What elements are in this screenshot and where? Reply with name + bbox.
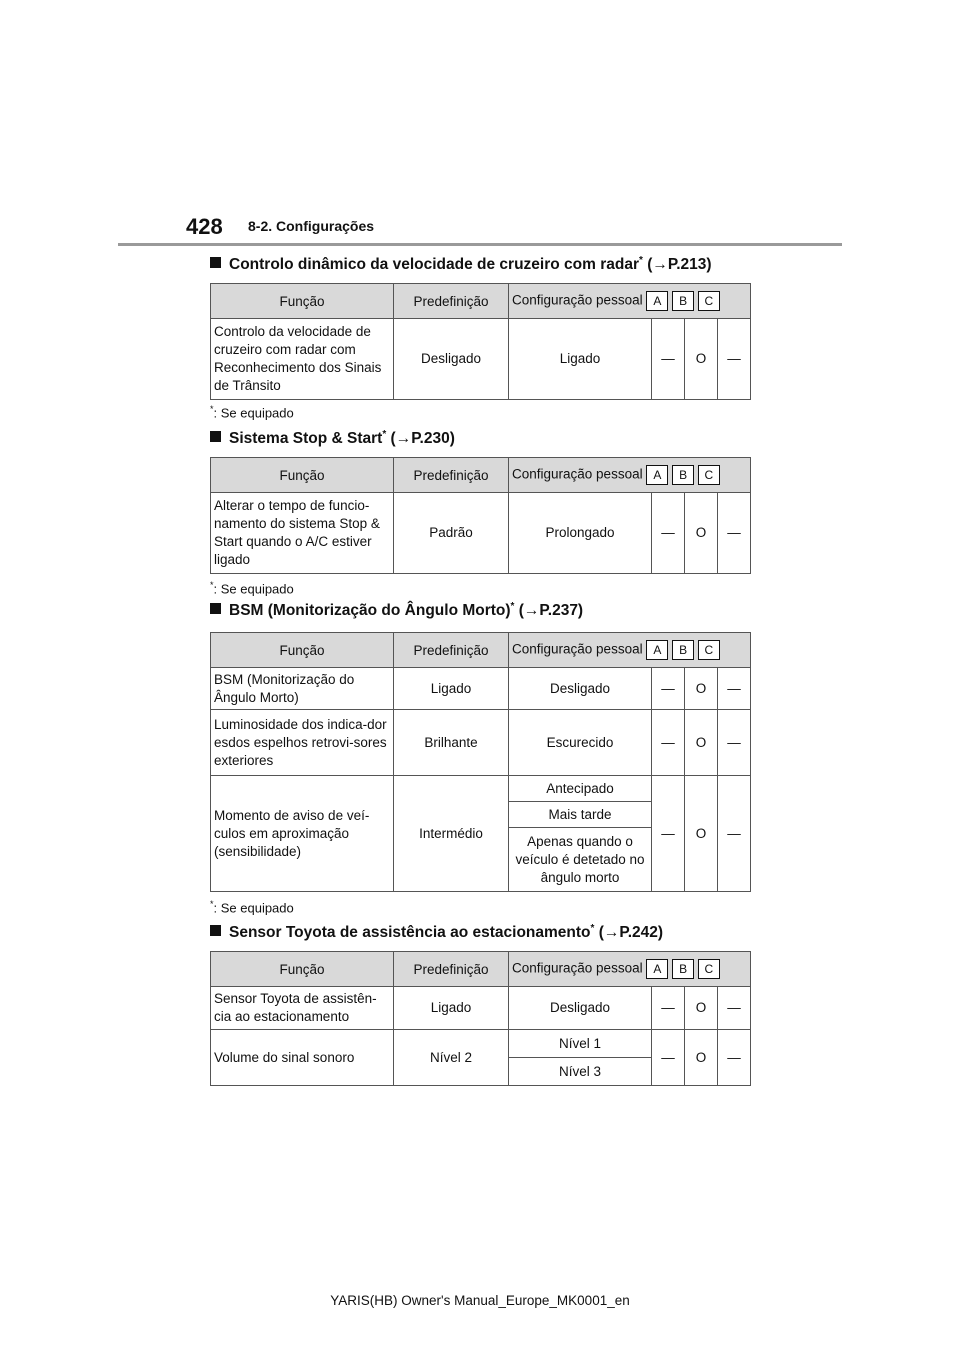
- table-header-row: [211, 458, 751, 493]
- cell-funcao: Alterar o tempo de funcio-namento do sistema Stop & Start quando o A/C estiver ligado: [211, 493, 394, 574]
- cell-funcao: Controlo da velocidade de cruzeiro com radar com Reconhecimento dos Sinais de Trânsito: [211, 319, 394, 400]
- settings-table-bsm: [210, 632, 751, 892]
- cell-funcao: Momento de aviso de veí-culos em aproximação (sensibilidade): [211, 776, 394, 892]
- table-row: [211, 987, 751, 1030]
- col-header-predefinicao: Predefinição: [394, 633, 509, 668]
- col-header-b: B: [672, 465, 694, 485]
- col-header-c: C: [698, 640, 720, 660]
- col-header-predefinicao: Predefinição: [394, 952, 509, 987]
- table-row: [211, 668, 751, 710]
- cell-configuracao: Prolongado: [509, 493, 652, 574]
- cell-b: O: [685, 493, 718, 574]
- cell-configuracao: Ligado: [509, 319, 652, 400]
- cell-c: —: [718, 987, 751, 1030]
- cell-a: —: [652, 776, 685, 892]
- table-row: [211, 776, 751, 802]
- page-reference-link[interactable]: (→P.230): [390, 430, 455, 448]
- cell-b: O: [685, 710, 718, 776]
- settings-table-stop-start: [210, 457, 751, 574]
- cell-predefinicao: Ligado: [394, 987, 509, 1030]
- col-header-funcao: Função: [211, 284, 394, 319]
- section-title-cruise-control: Controlo dinâmico da velocidade de cruzeiro com radar* (→P.213): [210, 255, 712, 274]
- bullet-square-icon: [210, 925, 221, 936]
- section-title-bsm: BSM (Monitorização do Ângulo Morto)* (→P.237): [210, 601, 583, 620]
- cell-configuracao: Desligado: [509, 987, 652, 1030]
- col-header-configuracao: Configuração pessoal A B C: [509, 458, 751, 493]
- settings-table-cruise-control: [210, 283, 751, 400]
- col-header-funcao: Função: [211, 458, 394, 493]
- cell-c: —: [718, 710, 751, 776]
- col-header-predefinicao: Predefinição: [394, 458, 509, 493]
- col-header-c: C: [698, 959, 720, 979]
- cell-b: O: [685, 319, 718, 400]
- cell-configuracao: Escurecido: [509, 710, 652, 776]
- col-header-b: B: [672, 291, 694, 311]
- header-divider: [118, 243, 842, 246]
- page-number: 428: [186, 214, 223, 239]
- col-header-funcao: Função: [211, 633, 394, 668]
- table-row: [211, 493, 751, 574]
- col-header-c: C: [698, 291, 720, 311]
- table-header-row: [211, 284, 751, 319]
- col-header-a: A: [646, 959, 668, 979]
- cell-b: O: [685, 668, 718, 710]
- col-header-configuracao: Configuração pessoal A B C: [509, 952, 751, 987]
- cell-funcao: BSM (Monitorização do Ângulo Morto): [211, 668, 394, 710]
- cell-option: Nível 3: [509, 1058, 652, 1086]
- page-reference-link[interactable]: (→P.213): [647, 256, 712, 274]
- cell-funcao: Luminosidade dos indica-dor esdos espelhos retrovi-sores exteriores: [211, 710, 394, 776]
- cell-predefinicao: Intermédio: [394, 776, 509, 892]
- table-row: [211, 1030, 751, 1058]
- bullet-square-icon: [210, 257, 221, 268]
- cell-a: —: [652, 319, 685, 400]
- cell-predefinicao: Padrão: [394, 493, 509, 574]
- col-header-a: A: [646, 291, 668, 311]
- cell-b: O: [685, 1030, 718, 1086]
- cell-c: —: [718, 319, 751, 400]
- section-title-parking-sensor: Sensor Toyota de assistência ao estacionamento* (→P.242): [210, 923, 663, 942]
- col-header-b: B: [672, 959, 694, 979]
- cell-funcao: Sensor Toyota de assistên-cia ao estacionamento: [211, 987, 394, 1030]
- footnote: *: Se equipado: [210, 404, 294, 421]
- cell-option: Antecipado: [509, 776, 652, 802]
- page-reference-link[interactable]: (→P.242): [598, 924, 664, 942]
- table-header-row: [211, 633, 751, 668]
- col-header-funcao: Função: [211, 952, 394, 987]
- page-reference-link[interactable]: (→P.237): [518, 602, 584, 620]
- cell-predefinicao: Ligado: [394, 668, 509, 710]
- chapter-title: 8-2. Configurações: [248, 218, 375, 234]
- cell-c: —: [718, 776, 751, 892]
- cell-a: —: [652, 493, 685, 574]
- table-row: [211, 319, 751, 400]
- cell-b: O: [685, 776, 718, 892]
- cell-c: —: [718, 1030, 751, 1086]
- section-title-stop-start: Sistema Stop & Start* (→P.230): [210, 429, 455, 448]
- cell-a: —: [652, 1030, 685, 1086]
- col-header-b: B: [672, 640, 694, 660]
- settings-table-parking-sensor: [210, 951, 751, 1086]
- cell-predefinicao: Brilhante: [394, 710, 509, 776]
- col-header-predefinicao: Predefinição: [394, 284, 509, 319]
- footnote: *: Se equipado: [210, 899, 294, 916]
- cell-option: Apenas quando o veículo é detetado no ângulo morto: [509, 828, 652, 892]
- cell-c: —: [718, 668, 751, 710]
- cell-option: Nível 1: [509, 1030, 652, 1058]
- table-row: [211, 710, 751, 776]
- document-footer: YARIS(HB) Owner's Manual_Europe_MK0001_en: [330, 1293, 630, 1308]
- cell-predefinicao: Desligado: [394, 319, 509, 400]
- cell-predefinicao: Nível 2: [394, 1030, 509, 1086]
- cell-a: —: [652, 710, 685, 776]
- cell-configuracao: Desligado: [509, 668, 652, 710]
- col-header-a: A: [646, 465, 668, 485]
- col-header-a: A: [646, 640, 668, 660]
- cell-b: O: [685, 987, 718, 1030]
- cell-a: —: [652, 987, 685, 1030]
- col-header-configuracao: Configuração pessoal A B C: [509, 633, 751, 668]
- table-header-row: [211, 952, 751, 987]
- cell-funcao: Volume do sinal sonoro: [211, 1030, 394, 1086]
- cell-c: —: [718, 493, 751, 574]
- bullet-square-icon: [210, 431, 221, 442]
- bullet-square-icon: [210, 603, 221, 614]
- cell-a: —: [652, 668, 685, 710]
- col-header-configuracao: Configuração pessoal A B C: [509, 284, 751, 319]
- cell-option: Mais tarde: [509, 802, 652, 828]
- footnote: *: Se equipado: [210, 580, 294, 597]
- col-header-c: C: [698, 465, 720, 485]
